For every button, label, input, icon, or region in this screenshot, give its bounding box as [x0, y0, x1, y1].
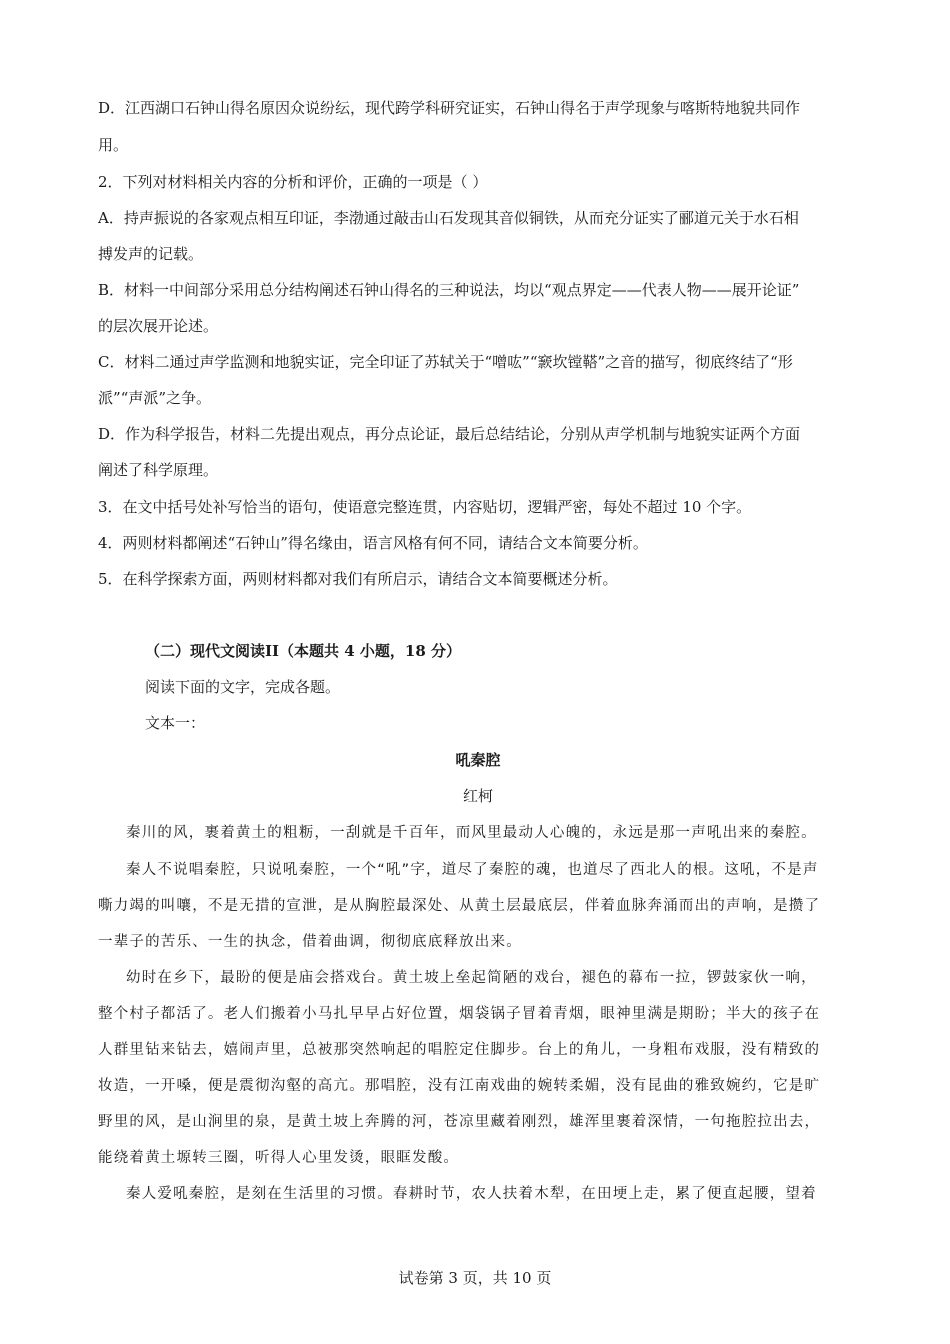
story-line: 整个村子都活了。老人们搬着小马扎早早占好位置，烟袋锅子冒着青烟，眼神里满是期盼；半大的孩子在 — [98, 1006, 821, 1022]
story-title: 吼秦腔 — [455, 751, 501, 769]
story-line: 幼时在乡下，最盼的便是庙会搭戏台。黄土坡上垒起简陋的戏台，褪色的幕布一拉，锣鼓家伙一响， — [126, 970, 817, 986]
story-line: 秦人爱吼秦腔，是刻在生活里的习惯。春耕时节，农人扶着木犁，在田埂上走，累了便直起腰，望着 — [126, 1186, 817, 1202]
story-line: 秦川的风，裹着黄土的粗粝，一刮就是千百年，而风里最动人心魄的，永远是那一声吼出来的秦腔。 — [126, 825, 817, 841]
page-footer: 试卷第 3 页，共 10 页 — [398, 1269, 552, 1287]
story-author: 红柯 — [462, 787, 493, 805]
story-line: 嘶力竭的叫嚷，不是无措的宣泄，是从胸腔最深处、从黄土层最底层，伴着血脉奔涌而出的声响，是攒了 — [98, 898, 821, 914]
story-line: 妆造，一开嗓，便是震彻沟壑的高亢。那唱腔，没有江南戏曲的婉转柔媚，没有昆曲的雅致婉约，它是旷 — [98, 1078, 821, 1094]
q2-option-b-line1: B．材料一中间部分采用总分结构阐述石钟山得名的三种说法，均以“观点界定——代表人物——展开论证” — [98, 281, 800, 299]
question-5: 5．在科学探索方面，两则材料都对我们有所启示，请结合文本简要概述分析。 — [98, 570, 618, 588]
q2-option-d-line2: 阐述了科学原理。 — [98, 461, 219, 479]
story-line: 能绕着黄土塬转三圈，听得人心里发烫，眼眶发酸。 — [98, 1150, 460, 1166]
story-line: 一辈子的苦乐、一生的执念，借着曲调，彻彻底底释放出来。 — [98, 934, 522, 950]
section-heading: （二）现代文阅读II（本题共 4 小题，18 分） — [145, 642, 462, 660]
q2-option-a-line2: 搏发声的记载。 — [98, 245, 204, 263]
q2-option-b-line2: 的层次展开论述。 — [98, 317, 219, 335]
story-line: 人群里钻来钻去，嬉闹声里，总被那突然响起的唱腔定住脚步。台上的角儿，一身粗布戏服，没有精致的 — [98, 1042, 821, 1058]
q2-stem: 2．下列对材料相关内容的分析和评价，正确的一项是（ ） — [98, 173, 488, 191]
q1-option-d-line1: D．江西湖口石钟山得名原因众说纷纭，现代跨学科研究证实，石钟山得名于声学现象与喀斯特地貌共同作 — [98, 99, 801, 117]
q2-option-c-line2: 派”“声派”之争。 — [98, 389, 212, 407]
section-instruction: 阅读下面的文字，完成各题。 — [145, 678, 341, 696]
story-line: 野里的风，是山涧里的泉，是黄土坡上奔腾的河，苍凉里藏着刚烈，雄浑里裹着深情，一句拖腔拉出去， — [98, 1114, 821, 1130]
q2-option-d-line1: D．作为科学报告，材料二先提出观点，再分点论证，最后总结结论，分别从声学机制与地貌实证两个方面 — [98, 425, 801, 443]
question-3: 3．在文中括号处补写恰当的语句，使语意完整连贯，内容贴切，逻辑严密，每处不超过 10 个字。 — [98, 498, 752, 516]
q2-option-c-line1: C．材料二通过声学监测和地貌实证，完全印证了苏轼关于“噌吰”“窾坎镗鞳”之音的描写，彻底终结了“形 — [98, 353, 793, 371]
q2-option-a-line1: A．持声振说的各家观点相互印证，李渤通过敲击山石发现其音似铜铁，从而充分证实了郦道元关于水石相 — [98, 209, 799, 227]
story-line: 秦人不说唱秦腔，只说吼秦腔，一个“吼”字，道尽了秦腔的魂，也道尽了西北人的根。这吼，不是声 — [126, 862, 819, 878]
question-4: 4．两则材料都阐述“石钟山”得名缘由，语言风格有何不同，请结合文本简要分析。 — [98, 534, 648, 552]
text-label: 文本一： — [145, 714, 206, 732]
q1-option-d-line2: 用。 — [98, 136, 129, 154]
